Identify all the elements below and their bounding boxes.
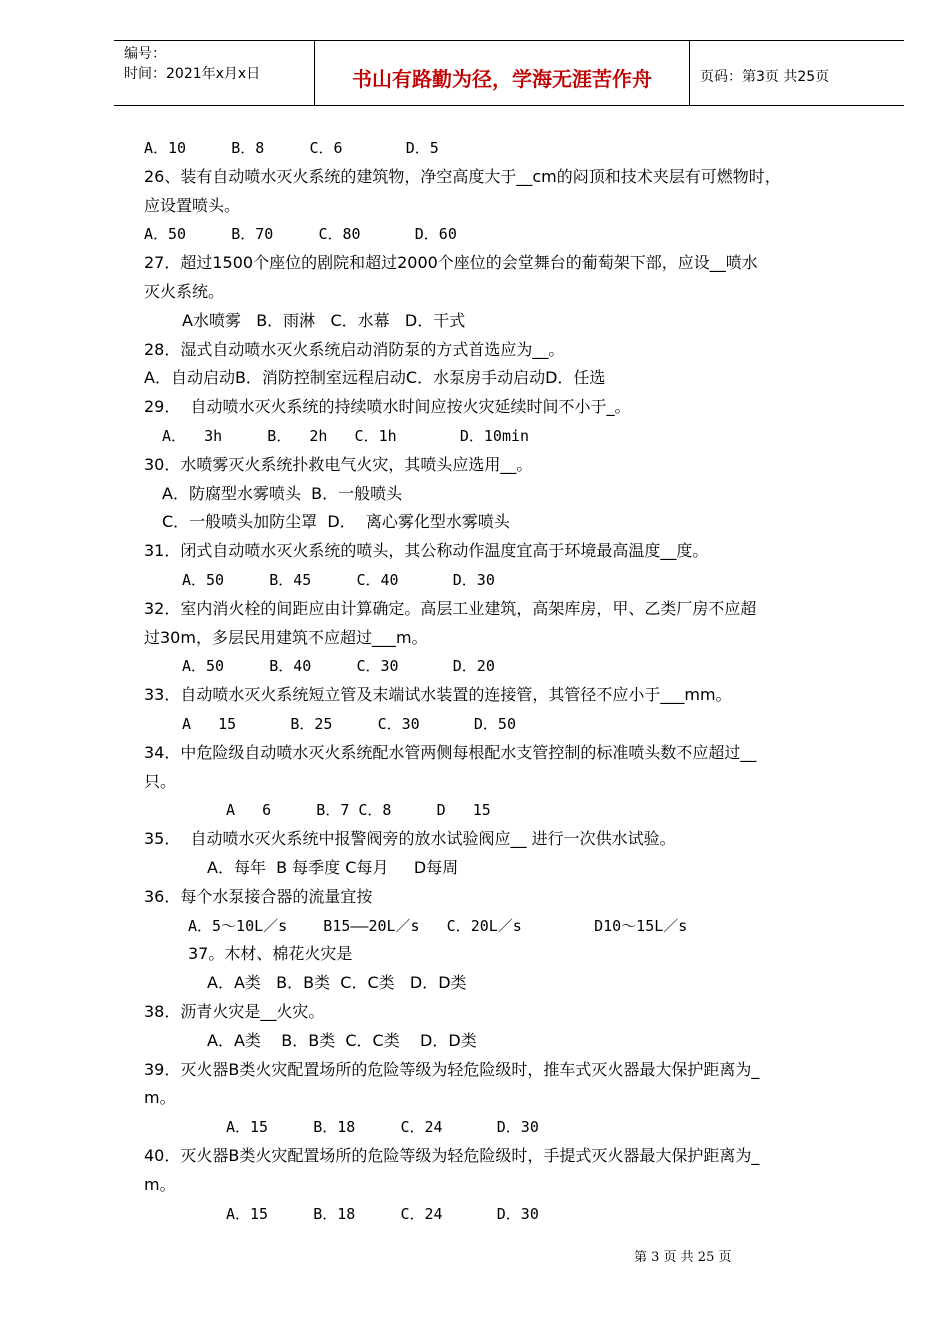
- question-line: 27．超过1500个座位的剧院和超过2000个座位的会堂舞台的葡萄架下部，应设__喷水: [144, 253, 758, 273]
- question-line: A水喷雾 B．雨淋 C．水幕 D．干式: [182, 310, 466, 330]
- question-line: 36．每个水泵接合器的流量宜按: [144, 886, 373, 906]
- question-line: m。: [144, 1174, 176, 1194]
- question-line: 32．室内消火栓的间距应由计算确定。高层工业建筑，高架库房，甲、乙类厂房不应超: [144, 598, 757, 618]
- question-line: 28．湿式自动喷水灭火系统启动消防泵的方式首选应为__。: [144, 339, 565, 359]
- question-line: 37。木材、棉花火灾是: [188, 944, 353, 964]
- question-line: 33．自动喷水灭火系统短立管及末端试水装置的连接管，其管径不应小于___mm。: [144, 685, 732, 705]
- page-info: 页码：第3页 共25页: [700, 69, 830, 85]
- answer-options: A． 3h B． 2h C．1h D．10min: [162, 427, 530, 445]
- answer-options: A．15 B．18 C．24 D．30: [226, 1204, 539, 1223]
- question-line: 26、装有自动喷水灭火系统的建筑物，净空高度大于__cm的闷顶和技术夹层有可燃物时，: [144, 166, 781, 186]
- question-line: 30．水喷雾灭火系统扑救电气火灾，其喷头应选用__。: [144, 454, 533, 474]
- answer-options: A．5～10L／s B15——20L／s C．20L／s D10～15L／s: [188, 916, 688, 935]
- question-line: 31．闭式自动喷水灭火系统的喷头，其公称动作温度宜高于环境最高温度__度。: [144, 541, 709, 561]
- question-line: C．一般喷头加防尘罩 D． 离心雾化型水雾喷头: [162, 512, 510, 532]
- answer-options: A．15 B．18 C．24 D．30: [226, 1118, 539, 1137]
- question-line: 灭火系统。: [144, 282, 225, 301]
- question-line: A．防腐型水雾喷头 B．一般喷头: [162, 483, 403, 503]
- question-line: A．自动启动B．消防控制室远程启动C．水泵房手动启动D．任选: [144, 368, 606, 388]
- question-line: 29． 自动喷水灭火系统的持续喷水时间应按火灾延续时间不小于_。: [144, 397, 631, 417]
- page-footer: 第 3 页 共 25 页: [634, 1250, 732, 1265]
- answer-options: A 15 B．25 C．30 D．50: [182, 715, 516, 733]
- question-line: 40．灭火器B类火灾配置场所的危险等级为轻危险级时，手提式灭火器最大保护距离为_: [144, 1146, 760, 1165]
- question-line: A．A类 B．B类 C．C类 D．D类: [207, 973, 467, 993]
- question-line: 38．沥青火灾是__火灾。: [144, 1002, 325, 1021]
- answer-options: A．50 B．70 C．80 D．60: [144, 225, 457, 244]
- question-line: m。: [144, 1088, 176, 1108]
- question-line: 35． 自动喷水灭火系统中报警阀旁的放水试验阀应__ 进行一次供水试验。: [144, 829, 676, 849]
- answer-options: A．50 B．45 C．40 D．30: [182, 571, 495, 589]
- question-line: 39．灭火器B类火灾配置场所的危险等级为轻危险级时，推车式灭火器最大保护距离为_: [144, 1059, 760, 1079]
- question-line: A．A类 B．B类 C．C类 D．D类: [207, 1030, 477, 1050]
- question-line: 只。: [144, 771, 177, 791]
- answer-options: A．50 B．40 C．30 D．20: [182, 657, 495, 676]
- question-line: 34．中危险级自动喷水灭火系统配水管两侧每根配水支管控制的标准喷头数不应超过__: [144, 742, 757, 762]
- answer-options: A 6 B．7 C．8 D 15: [226, 801, 491, 820]
- motto: 书山有路勤为径，学海无涯苦作舟: [352, 67, 652, 91]
- question-line: 应设置喷头。: [144, 195, 241, 215]
- number-label: 编号：: [124, 46, 166, 62]
- question-line: A．每年 B 每季度 C每月 D每周: [207, 858, 459, 877]
- time-label: 时间：2021年x月x日: [124, 66, 261, 82]
- answer-options: A．10 B．8 C．6 D．5: [144, 139, 439, 157]
- question-line: 过30m，多层民用建筑不应超过___m。: [144, 627, 428, 647]
